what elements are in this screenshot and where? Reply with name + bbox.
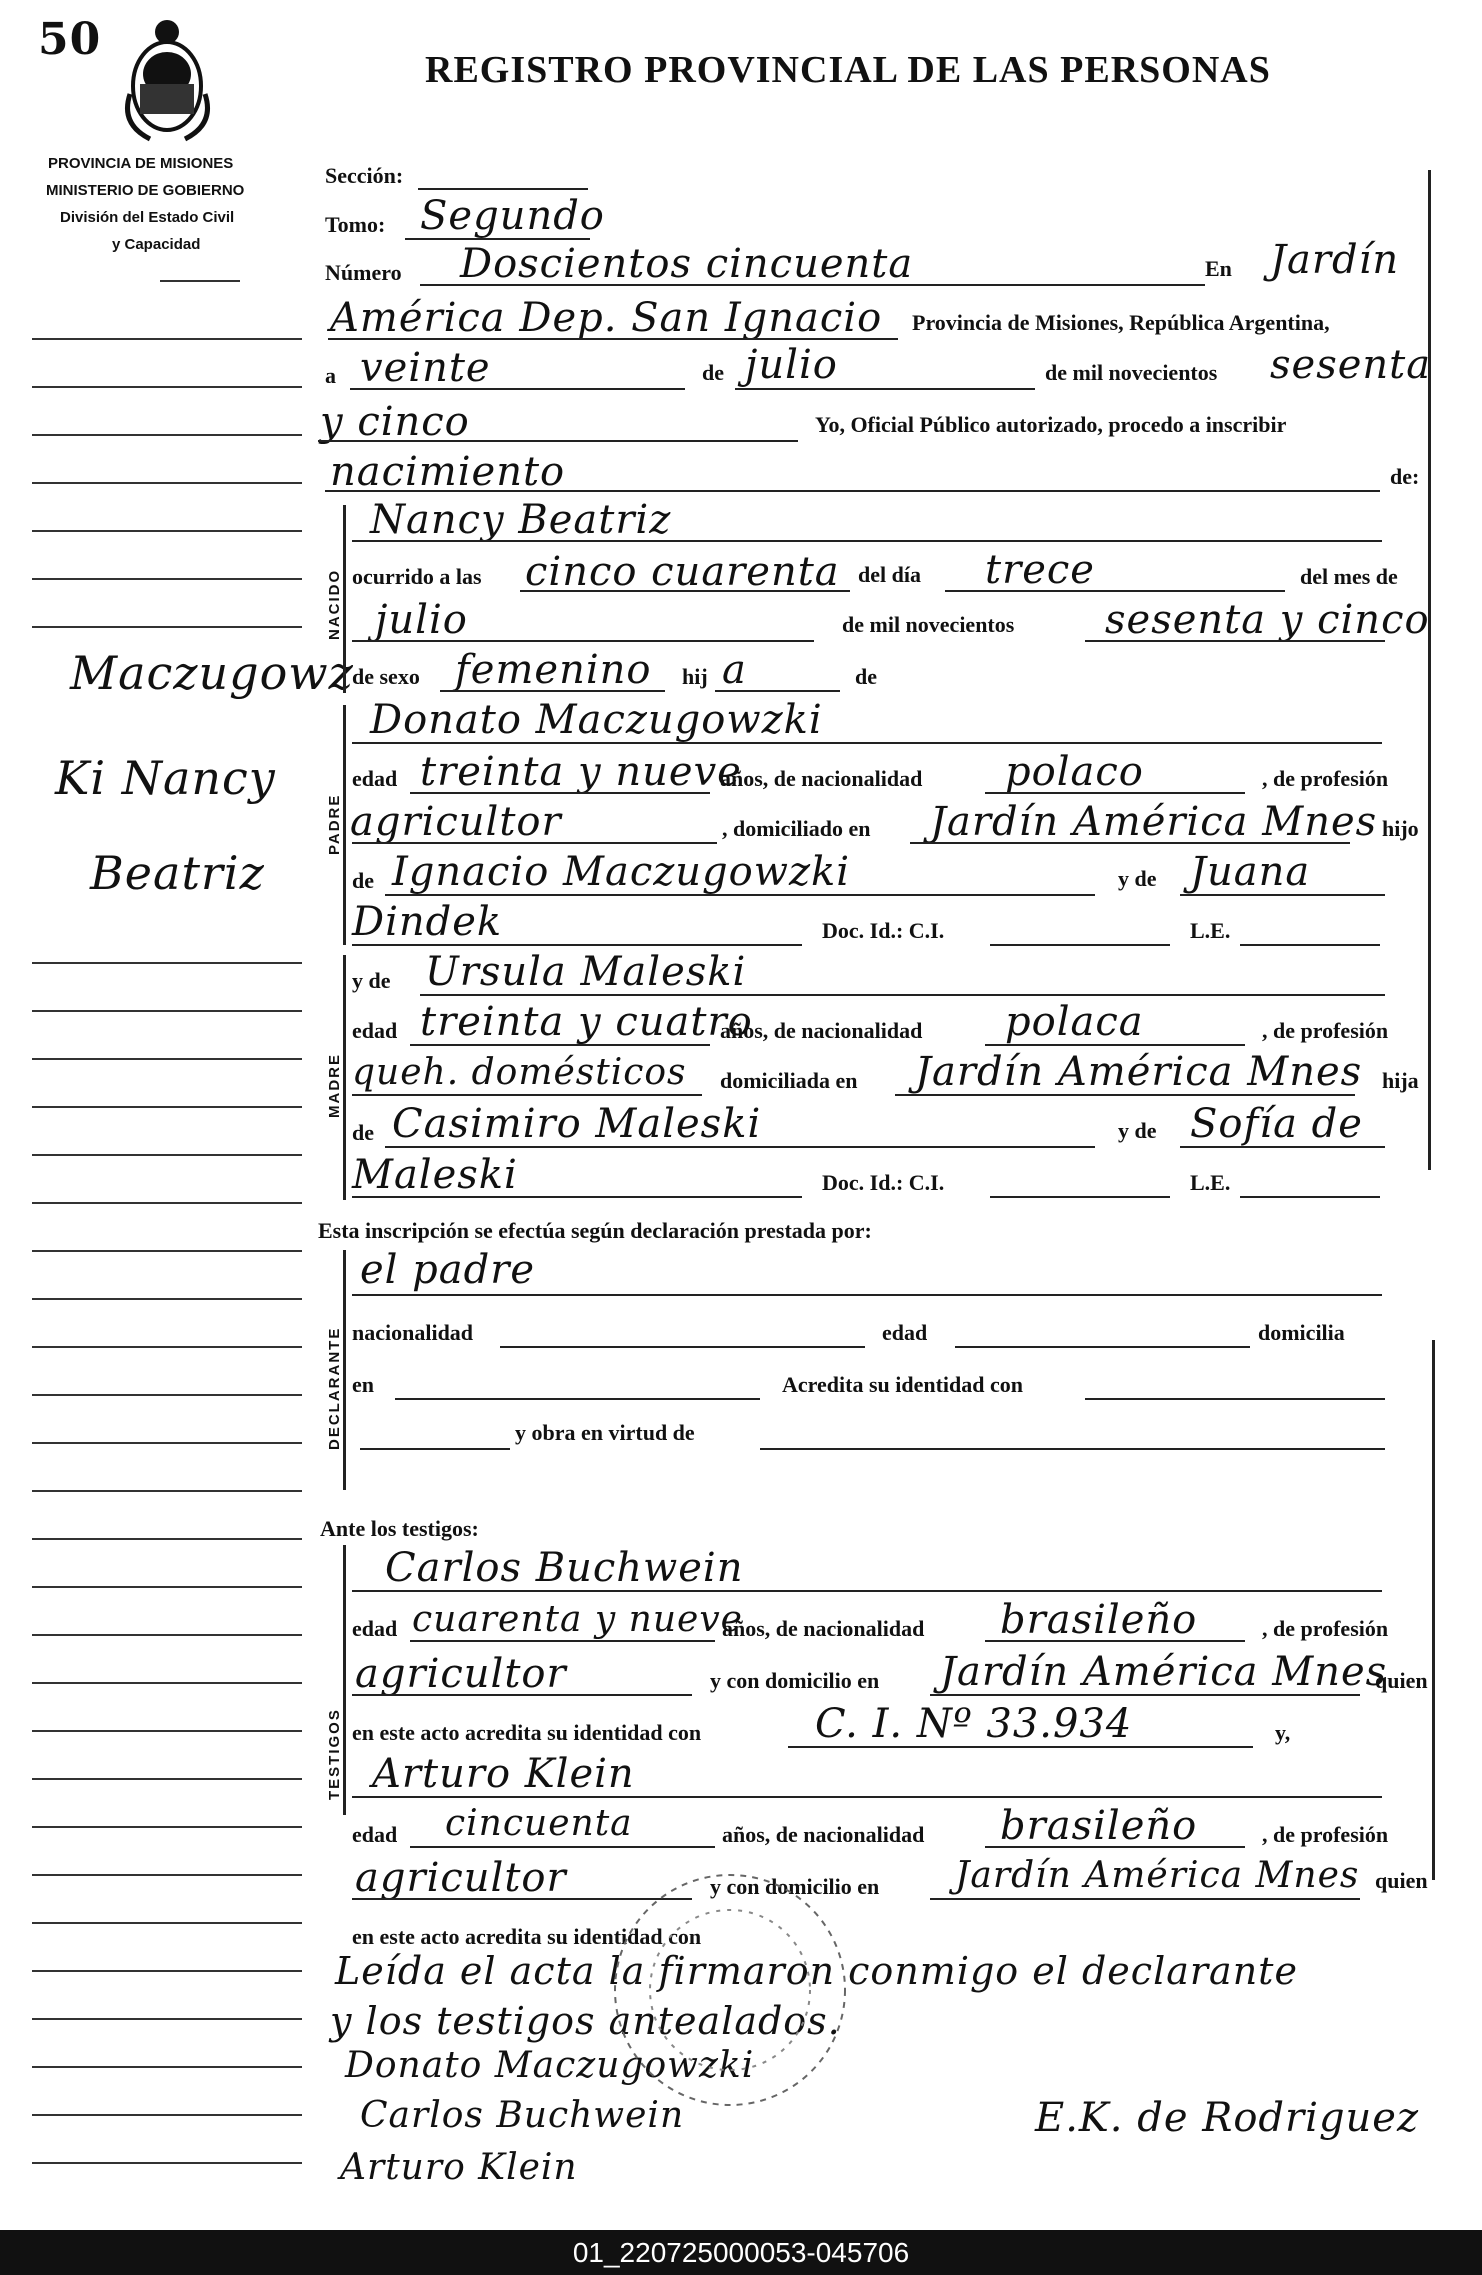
value-hij-suffix: a (722, 647, 747, 693)
value-padre-prof: agricultor (350, 799, 562, 845)
value-tomo: Segundo (420, 193, 605, 239)
label-anios-nac: años, de nacionalidad (720, 766, 923, 791)
label-hijo: hijo (1382, 816, 1419, 841)
stamp-icon (600, 1840, 860, 2144)
label-de-mil2: de mil novecientos (842, 612, 1015, 637)
value-madre-prof: queh. domésticos (352, 1052, 687, 1093)
label-hij: hij (682, 664, 708, 689)
section-label-madre: MADRE (326, 1053, 343, 1118)
value-en: Jardín (1270, 237, 1400, 283)
value-t2-prof: agricultor (355, 1855, 567, 1901)
label-provincia: Provincia de Misiones, República Argentina, (912, 310, 1330, 335)
label-hija: hija (1382, 1068, 1419, 1093)
label-de-profesion: , de profesión (1262, 766, 1389, 791)
right-border (1432, 1340, 1435, 1880)
label-quien: quien (1375, 1868, 1428, 1893)
value-padre-dom: Jardín América Mnes (930, 799, 1378, 845)
label-y-de: y de (1118, 1118, 1157, 1143)
section-label-nacido: NACIDO (326, 568, 343, 640)
value-abuela-m: Sofía de (1190, 1101, 1363, 1147)
coat-of-arms-icon (120, 14, 215, 153)
margin-note: Beatriz (90, 846, 265, 900)
value-t1-nombre: Carlos Buchwein (385, 1545, 744, 1591)
label-ocurrido: ocurrido a las (352, 564, 482, 589)
label-de3: de (352, 868, 374, 893)
label-a: a (325, 363, 336, 388)
value-nombre: Nancy Beatriz (370, 497, 672, 543)
label-anios-nac: años, de nacionalidad (720, 1018, 923, 1043)
signature-father: Donato Maczugowzki (345, 2045, 755, 2086)
label-inscripcion: Esta inscripción se efectúa según declaración prestada por: (318, 1218, 872, 1243)
section-label-padre: PADRE (326, 793, 343, 855)
value-t2-nombre: Arturo Klein (372, 1751, 635, 1797)
value-madre-dom: Jardín América Mnes (915, 1049, 1363, 1095)
label-y-de: y de (1118, 866, 1157, 891)
label-y-comma: y, (1275, 1720, 1291, 1745)
value-t1-edad: cuarenta y nueve (412, 1599, 743, 1640)
right-border (1428, 170, 1431, 1170)
label-de-profesion: , de profesión (1262, 1822, 1389, 1847)
label-tomo: Tomo: (325, 212, 386, 237)
org-line: MINISTERIO DE GOBIERNO (46, 182, 245, 199)
margin-note: Ki Nancy (55, 751, 276, 805)
label-en-este-acto: en este acto acredita su identidad con (352, 1720, 702, 1745)
value-madre-nombre: Ursula Maleski (425, 949, 747, 995)
value-t1-dom: Jardín América Mnes (940, 1649, 1388, 1695)
value-mes-nac: julio (375, 597, 468, 643)
section-label-testigos: TESTIGOS (326, 1708, 343, 1800)
value-dia-nac: trece (985, 547, 1095, 593)
label-en: En (1205, 256, 1232, 281)
value-abuela-m2: Maleski (352, 1152, 518, 1198)
value-anio-nac: sesenta y cinco (1105, 597, 1430, 643)
value-t1-doc: C. I. Nº 33.934 (815, 1701, 1133, 1747)
label-y-obra: y obra en virtud de (515, 1420, 695, 1445)
label-de-colon: de: (1390, 464, 1420, 489)
label-ante-testigos: Ante los testigos: (320, 1516, 479, 1541)
margin-note: Maczugowz (70, 646, 354, 700)
label-seccion: Sección: (325, 163, 404, 188)
image-id-bar: 01_220725000053-045706 (0, 2230, 1482, 2275)
label-de-profesion: , de profesión (1262, 1018, 1389, 1043)
value-anio2: y cinco (320, 399, 470, 445)
value-t2-dom: Jardín América Mnes (955, 1855, 1360, 1896)
label-edad2: edad (882, 1320, 928, 1345)
value-hora: cinco cuarenta (525, 549, 840, 595)
label-quien: quien (1375, 1668, 1428, 1693)
label-edad: edad (352, 1616, 398, 1641)
signature-witness2: Arturo Klein (340, 2147, 578, 2188)
label-y-con-dom: y con domicilio en (710, 1874, 880, 1899)
label-y-con-dom: y con domicilio en (710, 1668, 880, 1693)
value-abuela-p: Juana (1190, 849, 1311, 895)
org-line: División del Estado Civil (60, 209, 235, 226)
label-domiciliado: , domiciliado en (722, 816, 871, 841)
value-t2-nac: brasileño (1000, 1803, 1198, 1849)
label-edad: edad (352, 766, 398, 791)
org-line: y Capacidad (112, 236, 201, 253)
label-de-sexo: de sexo (352, 664, 420, 689)
label-de: de (702, 360, 724, 385)
value-t1-nac: brasileño (1000, 1597, 1198, 1643)
label-y-de2: y de (352, 968, 391, 993)
label-edad: edad (352, 1822, 398, 1847)
section-label-declarante: DECLARANTE (326, 1326, 343, 1450)
label-yo-oficial: Yo, Oficial Público autorizado, procedo a inscribir (815, 412, 1287, 437)
label-en-este-acto: en este acto acredita su identidad con (352, 1924, 702, 1949)
value-declarante: el padre (360, 1247, 536, 1293)
label-domiciliada: domiciliada en (720, 1068, 858, 1093)
label-domicilia: domicilia (1258, 1320, 1345, 1345)
org-line: PROVINCIA DE MISIONES (48, 155, 234, 172)
value-sexo: femenino (455, 647, 652, 693)
value-numero: Doscientos cincuenta (460, 241, 914, 287)
label-acredita-con: Acredita su identidad con (782, 1372, 1024, 1397)
label-de3: de (352, 1120, 374, 1145)
value-t2-edad: cincuenta (445, 1803, 633, 1844)
label-de-profesion: , de profesión (1262, 1616, 1389, 1641)
signature-official: E.K. de Rodriguez (1035, 2095, 1420, 2141)
label-nacionalidad: nacionalidad (352, 1320, 474, 1345)
label-anios-nac: años, de nacionalidad (722, 1616, 925, 1641)
label-anios-nac: años, de nacionalidad (722, 1822, 925, 1847)
value-padre-edad: treinta y nueve (420, 749, 742, 795)
value-lugar: América Dep. San Ignacio (330, 295, 883, 341)
label-de2: de (855, 664, 877, 689)
value-dia: veinte (360, 345, 491, 391)
value-madre-nac: polaca (1005, 999, 1144, 1045)
label-de-mil: de mil novecientos (1045, 360, 1218, 385)
value-abuelo-m: Casimiro Maleski (392, 1101, 762, 1147)
value-t1-prof: agricultor (355, 1651, 567, 1697)
label-edad: edad (352, 1018, 398, 1043)
page-title: REGISTRO PROVINCIAL DE LAS PERSONAS (425, 49, 1271, 91)
value-abuelo-p: Ignacio Maczugowzki (392, 849, 851, 895)
value-padre-nac: polaco (1005, 749, 1144, 795)
label-en2: en (352, 1372, 374, 1397)
value-mes: julio (745, 342, 838, 388)
signature-witness1: Carlos Buchwein (360, 2095, 685, 2136)
value-madre-edad: treinta y cuatro (420, 999, 753, 1045)
page-number: 50 (38, 14, 102, 65)
value-abuela-p2: Dindek (352, 899, 503, 945)
label-numero: Número (325, 260, 402, 285)
label-le: L.E. (1190, 918, 1231, 943)
value-inscribir: nacimiento (330, 449, 566, 495)
label-le: L.E. (1190, 1170, 1231, 1195)
label-del-mes: del mes de (1300, 564, 1398, 589)
closing-line: y los testigos antealados. (330, 1999, 841, 2043)
label-doc-id: Doc. Id.: C.I. (822, 918, 945, 943)
label-del-dia: del día (858, 562, 921, 587)
value-anio1: sesenta (1270, 342, 1432, 388)
label-doc-id: Doc. Id.: C.I. (822, 1170, 945, 1195)
value-padre-nombre: Donato Maczugowzki (370, 697, 823, 743)
closing-line: Leída el acta la firmaron conmigo el declarante (335, 1949, 1298, 1993)
